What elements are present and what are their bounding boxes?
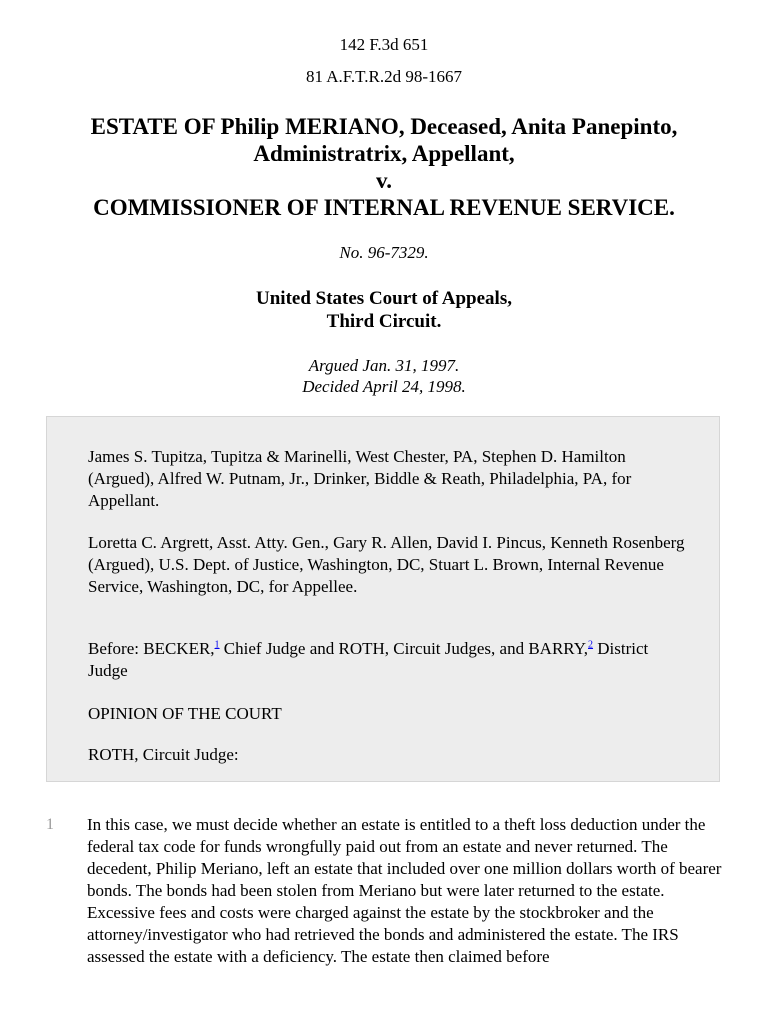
caption-line-parties: ESTATE OF Philip MERIANO, Deceased, Anita Panepinto, bbox=[90, 114, 678, 139]
appellant-counsel: James S. Tupitza, Tupitza & Marinelli, West Chester, PA, Stephen D. Hamilton (Argued), Alfred W. Putnam, Jr., Drinker, Biddle & Reath, Philadelphia, PA, for Appellant. bbox=[88, 447, 632, 510]
caption-line-versus: v. bbox=[376, 168, 392, 193]
footnote-link-2[interactable]: 2 bbox=[588, 639, 594, 651]
panel-prefix: Before: BECKER, bbox=[88, 639, 215, 658]
reporter-citation: 142 F.3d 651 bbox=[339, 35, 429, 54]
appellee-counsel: Loretta C. Argrett, Asst. Atty. Gen., Gary R. Allen, David I. Pincus, Kenneth Rosenberg (Argued), U.S. Dept. of Justice, Washington, DC, Stuart L. Brown, Internal Revenue Service, Washington, DC, for Appellee. bbox=[88, 533, 685, 596]
opinion-heading: OPINION OF THE COURT bbox=[88, 704, 282, 723]
decided-date: Decided April 24, 1998. bbox=[302, 377, 466, 396]
opinion-paragraph: In this case, we must decide whether an estate is entitled to a theft loss deduction under the federal tax code for funds wrongfully paid out from an estate and never returned. The decedent, Philip Meriano, left an estate that included over one million dollars worth of bearer bonds. The bonds had been stolen from Meriano but were later returned to the estate. Excessive fees and costs were charged against the estate by the stockbroker and the attorney/investigator who had retrieved the bonds and administered the estate. The IRS assessed the estate with a deficiency. The estate then claimed before bbox=[87, 815, 722, 966]
opinion-author: ROTH, Circuit Judge: bbox=[88, 745, 239, 764]
footnote-link-1[interactable]: 1 bbox=[214, 639, 220, 651]
caption-line-appellant: Administratrix, Appellant, bbox=[253, 141, 515, 166]
court-name-line-2: Third Circuit. bbox=[326, 311, 442, 332]
panel-suffix: District Judge bbox=[88, 639, 649, 680]
caption-line-appellee: COMMISSIONER OF INTERNAL REVENUE SERVICE. bbox=[93, 195, 675, 220]
court-name-line-1: United States Court of Appeals, bbox=[256, 288, 512, 309]
docket-number: No. 96-7329. bbox=[339, 243, 429, 262]
counsel-summary-box bbox=[46, 416, 720, 782]
argued-date: Argued Jan. 31, 1997. bbox=[308, 356, 460, 375]
panel-judges bbox=[88, 638, 688, 682]
court-name bbox=[0, 287, 768, 333]
paragraph-number: 1 bbox=[46, 816, 54, 833]
case-caption bbox=[40, 113, 728, 221]
panel-middle: Chief Judge and ROTH, Circuit Judges, and BARRY, bbox=[219, 639, 589, 658]
aftr-citation: 81 A.F.T.R.2d 98-1667 bbox=[305, 67, 463, 86]
case-dates bbox=[0, 355, 768, 397]
